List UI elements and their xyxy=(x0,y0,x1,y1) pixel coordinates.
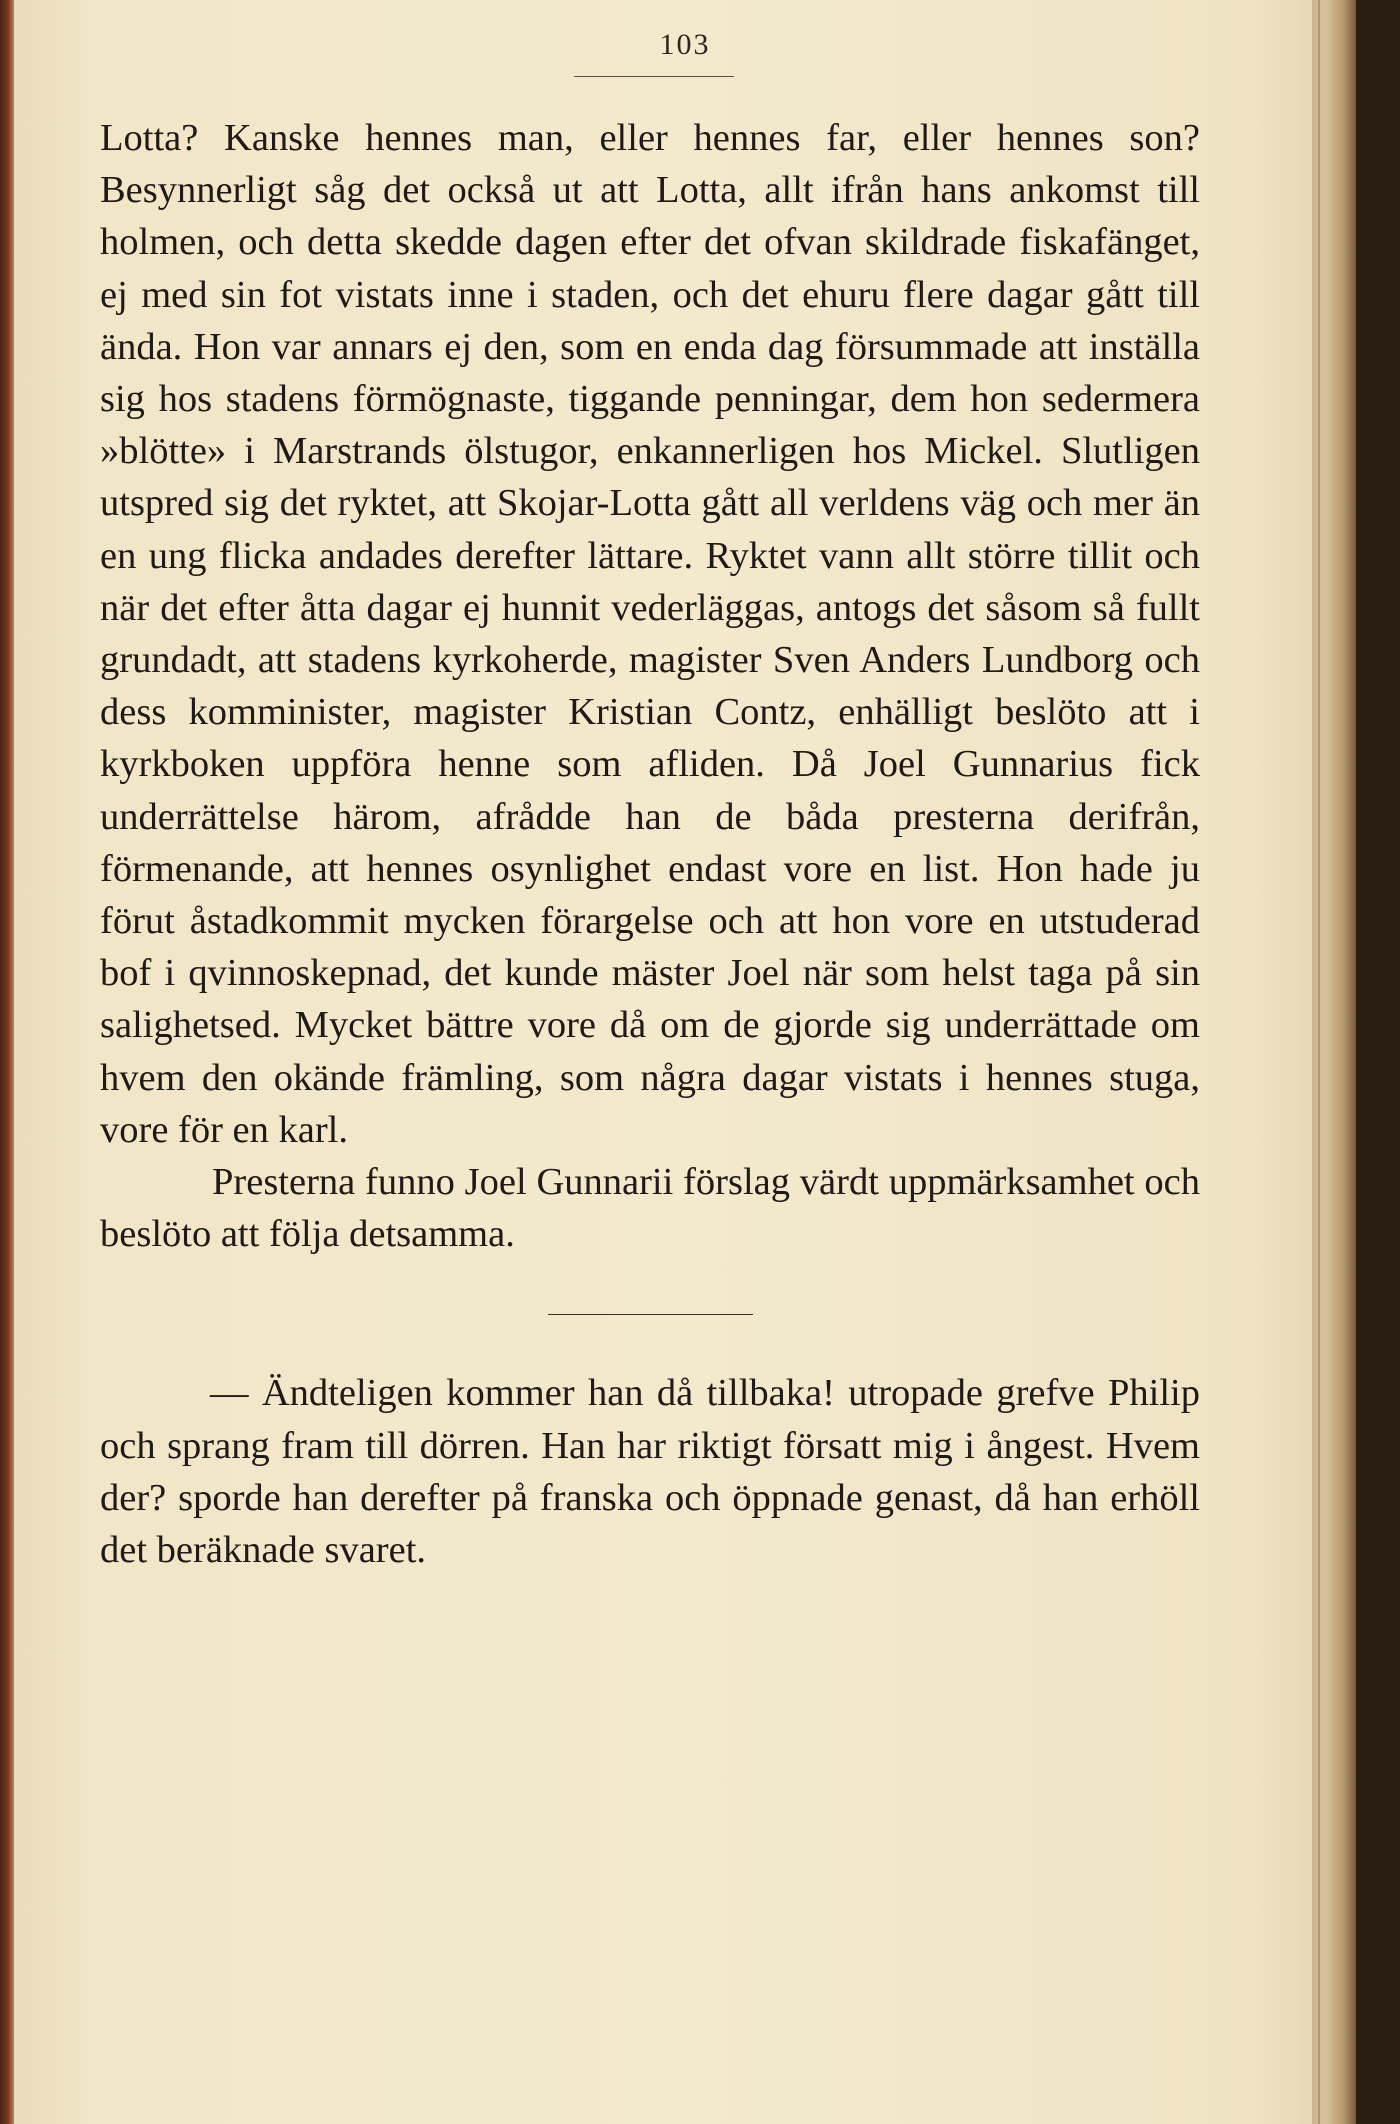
page-number-rule xyxy=(574,76,734,77)
section-divider xyxy=(548,1314,753,1315)
page-edge xyxy=(1312,0,1356,2124)
book-page xyxy=(14,0,1356,2124)
paragraph-3: — Ändteligen kommer han då tillbaka! utropade grefve Philip och sprang fram till dörren. Han har riktigt försatt mig i ångest. Hvem der? sporde han derefter på franska och öppnade genast, då han erhöll det beräknade svaret. xyxy=(100,1372,1200,1572)
paragraph-1: Lotta? Kanske hennes man, eller hennes far, eller hennes son? Besynnerligt såg det också ut att Lotta, allt ifrån hans ankomst till holmen, och detta skedde dagen efter det ofvan skildrade fiskafänget, ej med sin fot vistats inne i staden, och det ehuru flere dagar gått till ända. Hon var annars ej den, som en enda dag försummade att inställa sig hos stadens förmögnaste, tiggande penningar, dem hon sedermera »blötte» i Marstrands ölstugor, enkannerligen hos Mickel. Slutligen utspred sig det ryktet, att Skojar-Lotta gått all verldens väg och mer än en ung flicka andades derefter lättare. Ryktet vann allt större tillit och när det efter åtta dagar ej hunnit vederläggas, antogs det såsom så fullt grundadt, att stadens kyrkoherde, magister Sven Anders Lundborg och dess komminister, magister Kristian Contz, enhälligt beslöto att i kyrkboken uppföra henne som afliden. Då Joel Gunnarius fick underrättelse härom, afrådde han de båda presterna derifrån, förmenande, att hennes osynlighet endast vore en list. Hon hade ju förut åstadkommit mycken förargelse och att hon vore en utstuderad bof i qvinnoskepnad, det kunde mäster Joel när som helst taga på sin salighetsed. Mycket bättre vore då om de gjorde sig underrättade om hvem den okände främling, som några dagar vistats i hennes stuga, vore för en karl. xyxy=(100,117,1200,1151)
page-number: 103 xyxy=(659,28,711,61)
page-text xyxy=(100,112,1200,1576)
book-spine xyxy=(0,0,14,2124)
paragraph-2: Presterna funno Joel Gunnarii förslag värdt uppmärksamhet och beslöto att följa detsamma. xyxy=(100,1161,1200,1256)
